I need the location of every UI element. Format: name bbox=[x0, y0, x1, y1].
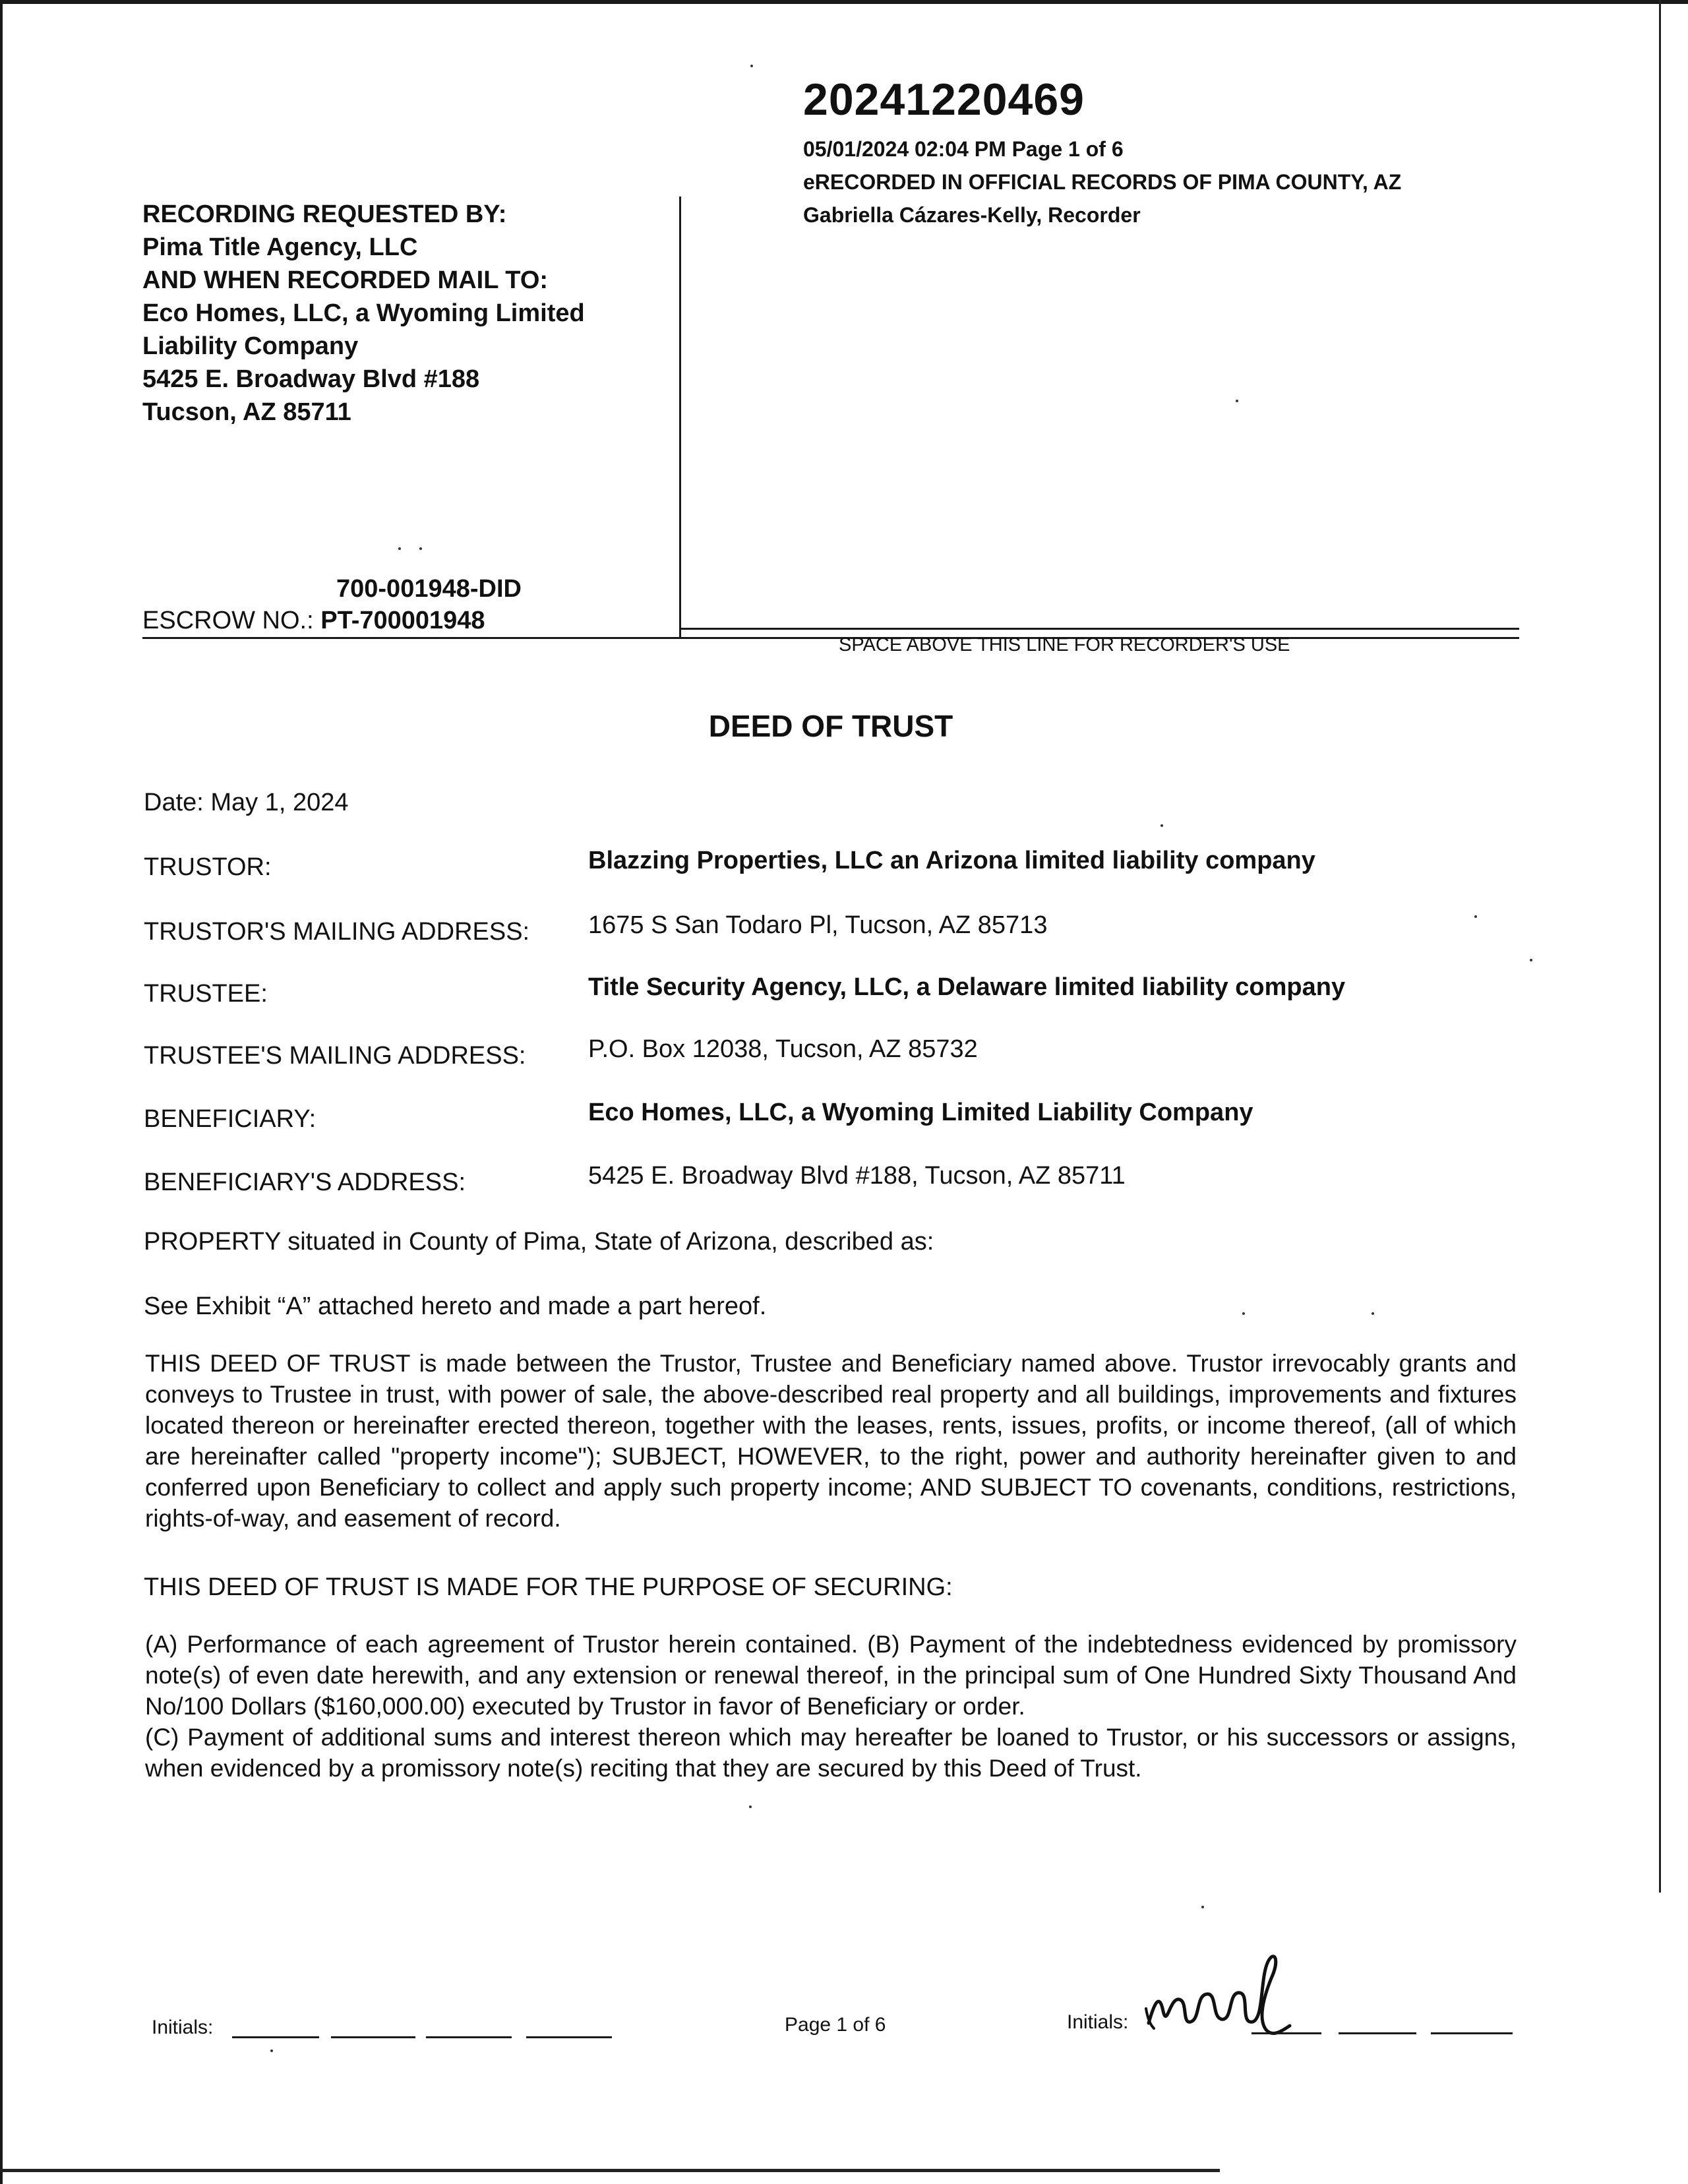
mail-to-line: 5425 E. Broadway Blvd #188 bbox=[142, 365, 480, 393]
trustor-value: Blazzing Properties, LLC an Arizona limited liability company bbox=[588, 847, 1315, 874]
scan-speck bbox=[419, 547, 422, 550]
initials-blank[interactable] bbox=[1339, 2032, 1416, 2034]
scan-speck bbox=[1474, 915, 1477, 918]
recording-number: 20241220469 bbox=[803, 75, 1085, 125]
trustor-address-label: TRUSTOR'S MAILING ADDRESS: bbox=[144, 918, 530, 946]
purpose-c: (C) Payment of additional sums and interest thereon which may hereafter be loaned to Trustor, or his successors or assigns, when evidenced by a promissory note(s) reciting that they are secured by this Deed of Trust. bbox=[145, 1724, 1517, 1782]
grant-paragraph: THIS DEED OF TRUST is made between the Trustor, Trustee and Beneficiary named above. Trustor irrevocably grants and conveys to Trustee in trust, with power of sale, the above-described real property and all buildings, improvements and fixtures located thereon or hereinafter erected thereon, together with the leases, rents, issues, profits, or income thereof, (all of which are hereinafter called "property income"); SUBJECT, HOWEVER, to the right, power and authority hereinafter given to and conferred upon Beneficiary to collect and apply such property income; AND SUBJECT TO covenants, conditions, restrictions, rights-of-way, and easement of record. bbox=[145, 1350, 1517, 1532]
exhibit-line: See Exhibit “A” attached hereto and made a part hereof. bbox=[144, 1292, 767, 1320]
requested-by-label: RECORDING REQUESTED BY: bbox=[142, 200, 507, 228]
escrow-value: PT-700001948 bbox=[320, 607, 485, 634]
scan-speck bbox=[1530, 959, 1532, 961]
requested-by: Pima Title Agency, LLC bbox=[142, 233, 418, 261]
trustee-address-label: TRUSTEE'S MAILING ADDRESS: bbox=[144, 1042, 526, 1070]
trustor-label: TRUSTOR: bbox=[144, 853, 272, 881]
scan-edge-right bbox=[1659, 0, 1661, 1893]
initials-blank[interactable] bbox=[1431, 2032, 1513, 2034]
scan-edge-bottom bbox=[0, 2169, 1220, 2172]
vertical-divider bbox=[679, 197, 681, 638]
scan-speck bbox=[749, 1805, 752, 1808]
initials-left-label: Initials: bbox=[152, 2017, 214, 2038]
beneficiary-address-value: 5425 E. Broadway Blvd #188, Tucson, AZ 85711 bbox=[588, 1162, 1126, 1190]
escrow-rule bbox=[142, 637, 1519, 639]
scan-speck bbox=[1201, 1906, 1204, 1908]
trustee-label: TRUSTEE: bbox=[144, 980, 268, 1008]
recorder-space-note: SPACE ABOVE THIS LINE FOR RECORDER'S USE bbox=[839, 634, 1290, 655]
handwritten-initials-icon bbox=[1141, 1945, 1312, 2044]
scan-speck bbox=[270, 2049, 273, 2052]
escrow-label: ESCROW NO.: bbox=[142, 607, 321, 634]
mail-to-label: AND WHEN RECORDED MAIL TO: bbox=[142, 266, 549, 294]
trustee-value: Title Security Agency, LLC, a Delaware limited liability company bbox=[588, 973, 1346, 1001]
beneficiary-value: Eco Homes, LLC, a Wyoming Limited Liability Company bbox=[588, 1099, 1253, 1126]
initials-right-label: Initials: bbox=[1067, 2011, 1129, 2033]
recorder-name: Gabriella Cázares-Kelly, Recorder bbox=[803, 203, 1141, 227]
scan-edge-left bbox=[0, 0, 3, 2184]
mail-to-line: Eco Homes, LLC, a Wyoming Limited bbox=[142, 299, 585, 327]
initials-blank[interactable] bbox=[331, 2036, 415, 2038]
escrow-number bbox=[142, 607, 485, 635]
scan-speck bbox=[1242, 1312, 1245, 1315]
initials-blank[interactable] bbox=[526, 2036, 612, 2038]
beneficiary-address-label: BENEFICIARY'S ADDRESS: bbox=[144, 1168, 466, 1196]
mail-to-line: Liability Company bbox=[142, 332, 359, 360]
purpose-ab: (A) Performance of each agreement of Trustor herein contained. (B) Payment of the indebtedness evidenced by promissory note(s) of even date herewith, and any extension or renewal thereof, in the principal sum of One Hundred Sixty Thousand And No/100 Dollars ($160,000.00) executed by Trustor in favor of Beneficiary or order. bbox=[145, 1631, 1517, 1720]
mail-to-line: Tucson, AZ 85711 bbox=[142, 398, 351, 426]
initials-blank[interactable] bbox=[232, 2036, 319, 2038]
date-line: Date: May 1, 2024 bbox=[144, 789, 349, 816]
file-number: 700-001948-DID bbox=[336, 575, 522, 603]
recorded-in: eRECORDED IN OFFICIAL RECORDS OF PIMA COUNTY, AZ bbox=[803, 170, 1402, 194]
document-title: DEED OF TRUST bbox=[708, 709, 953, 743]
trustee-address-value: P.O. Box 12038, Tucson, AZ 85732 bbox=[588, 1035, 978, 1063]
scan-speck bbox=[1236, 400, 1238, 402]
scan-speck bbox=[398, 547, 401, 550]
scan-speck bbox=[750, 65, 753, 67]
scan-speck bbox=[1372, 1312, 1374, 1315]
property-line: PROPERTY situated in County of Pima, State of Arizona, described as: bbox=[144, 1228, 934, 1256]
page-number: Page 1 of 6 bbox=[785, 2014, 886, 2036]
scan-speck bbox=[1160, 824, 1163, 827]
recorder-space-rule bbox=[680, 628, 1519, 630]
purpose-heading: THIS DEED OF TRUST IS MADE FOR THE PURPOSE OF SECURING: bbox=[144, 1573, 953, 1601]
beneficiary-label: BENEFICIARY: bbox=[144, 1105, 316, 1133]
recording-request-block bbox=[142, 198, 670, 429]
initials-blank[interactable] bbox=[426, 2036, 512, 2038]
trustor-address-value: 1675 S San Todaro Pl, Tucson, AZ 85713 bbox=[588, 911, 1048, 939]
recorded-datetime: 05/01/2024 02:04 PM Page 1 of 6 bbox=[803, 137, 1124, 161]
scan-edge-top bbox=[0, 0, 1688, 4]
initials-blank[interactable] bbox=[1251, 2032, 1321, 2034]
